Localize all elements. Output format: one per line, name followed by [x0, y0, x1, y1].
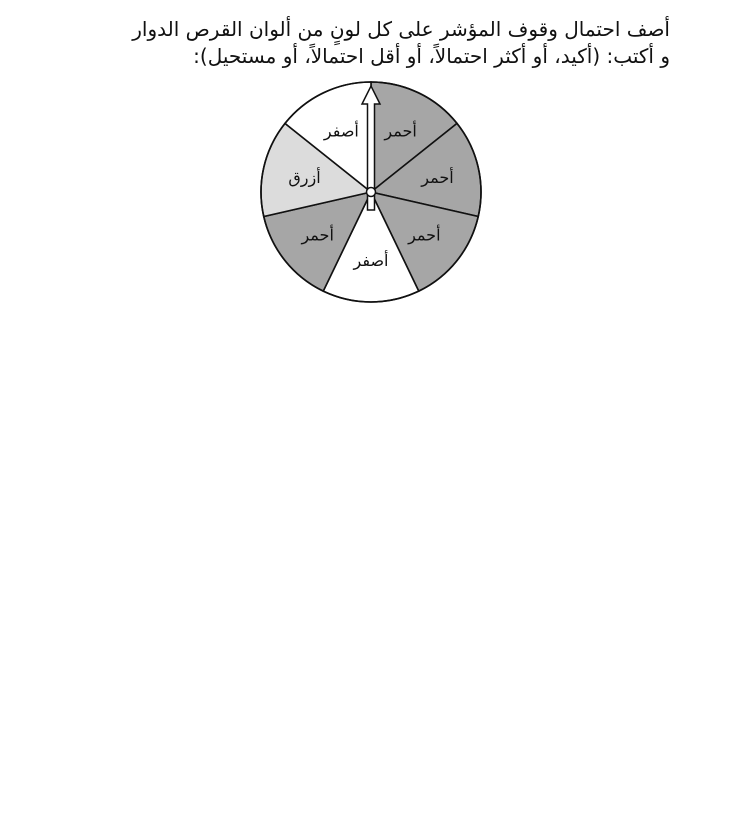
instructions: [50, 16, 670, 70]
spinner-sector-label: أحمر: [408, 225, 441, 245]
spinner-sector-label: أصفر: [353, 251, 389, 271]
spinner-diagram: [255, 80, 487, 312]
spinner-sector-label: أصفر: [323, 121, 359, 141]
spinner-sector-label: أحمر: [421, 167, 454, 187]
spinner-sector-label: أحمر: [301, 225, 334, 245]
spinner-pivot: [367, 188, 376, 197]
spinner-sector-label: أحمر: [384, 121, 417, 141]
spinner-sector-label: أزرق: [288, 167, 321, 187]
instruction-line-2: و أكتب: (أكيد، أو أكثر احتمالاً، أو أقل احتمالاً، أو مستحيل):: [193, 44, 670, 68]
instruction-line-1: أصف احتمال وقوف المؤشر على كل لونٍ من ألوان القرص الدوار: [132, 17, 670, 41]
